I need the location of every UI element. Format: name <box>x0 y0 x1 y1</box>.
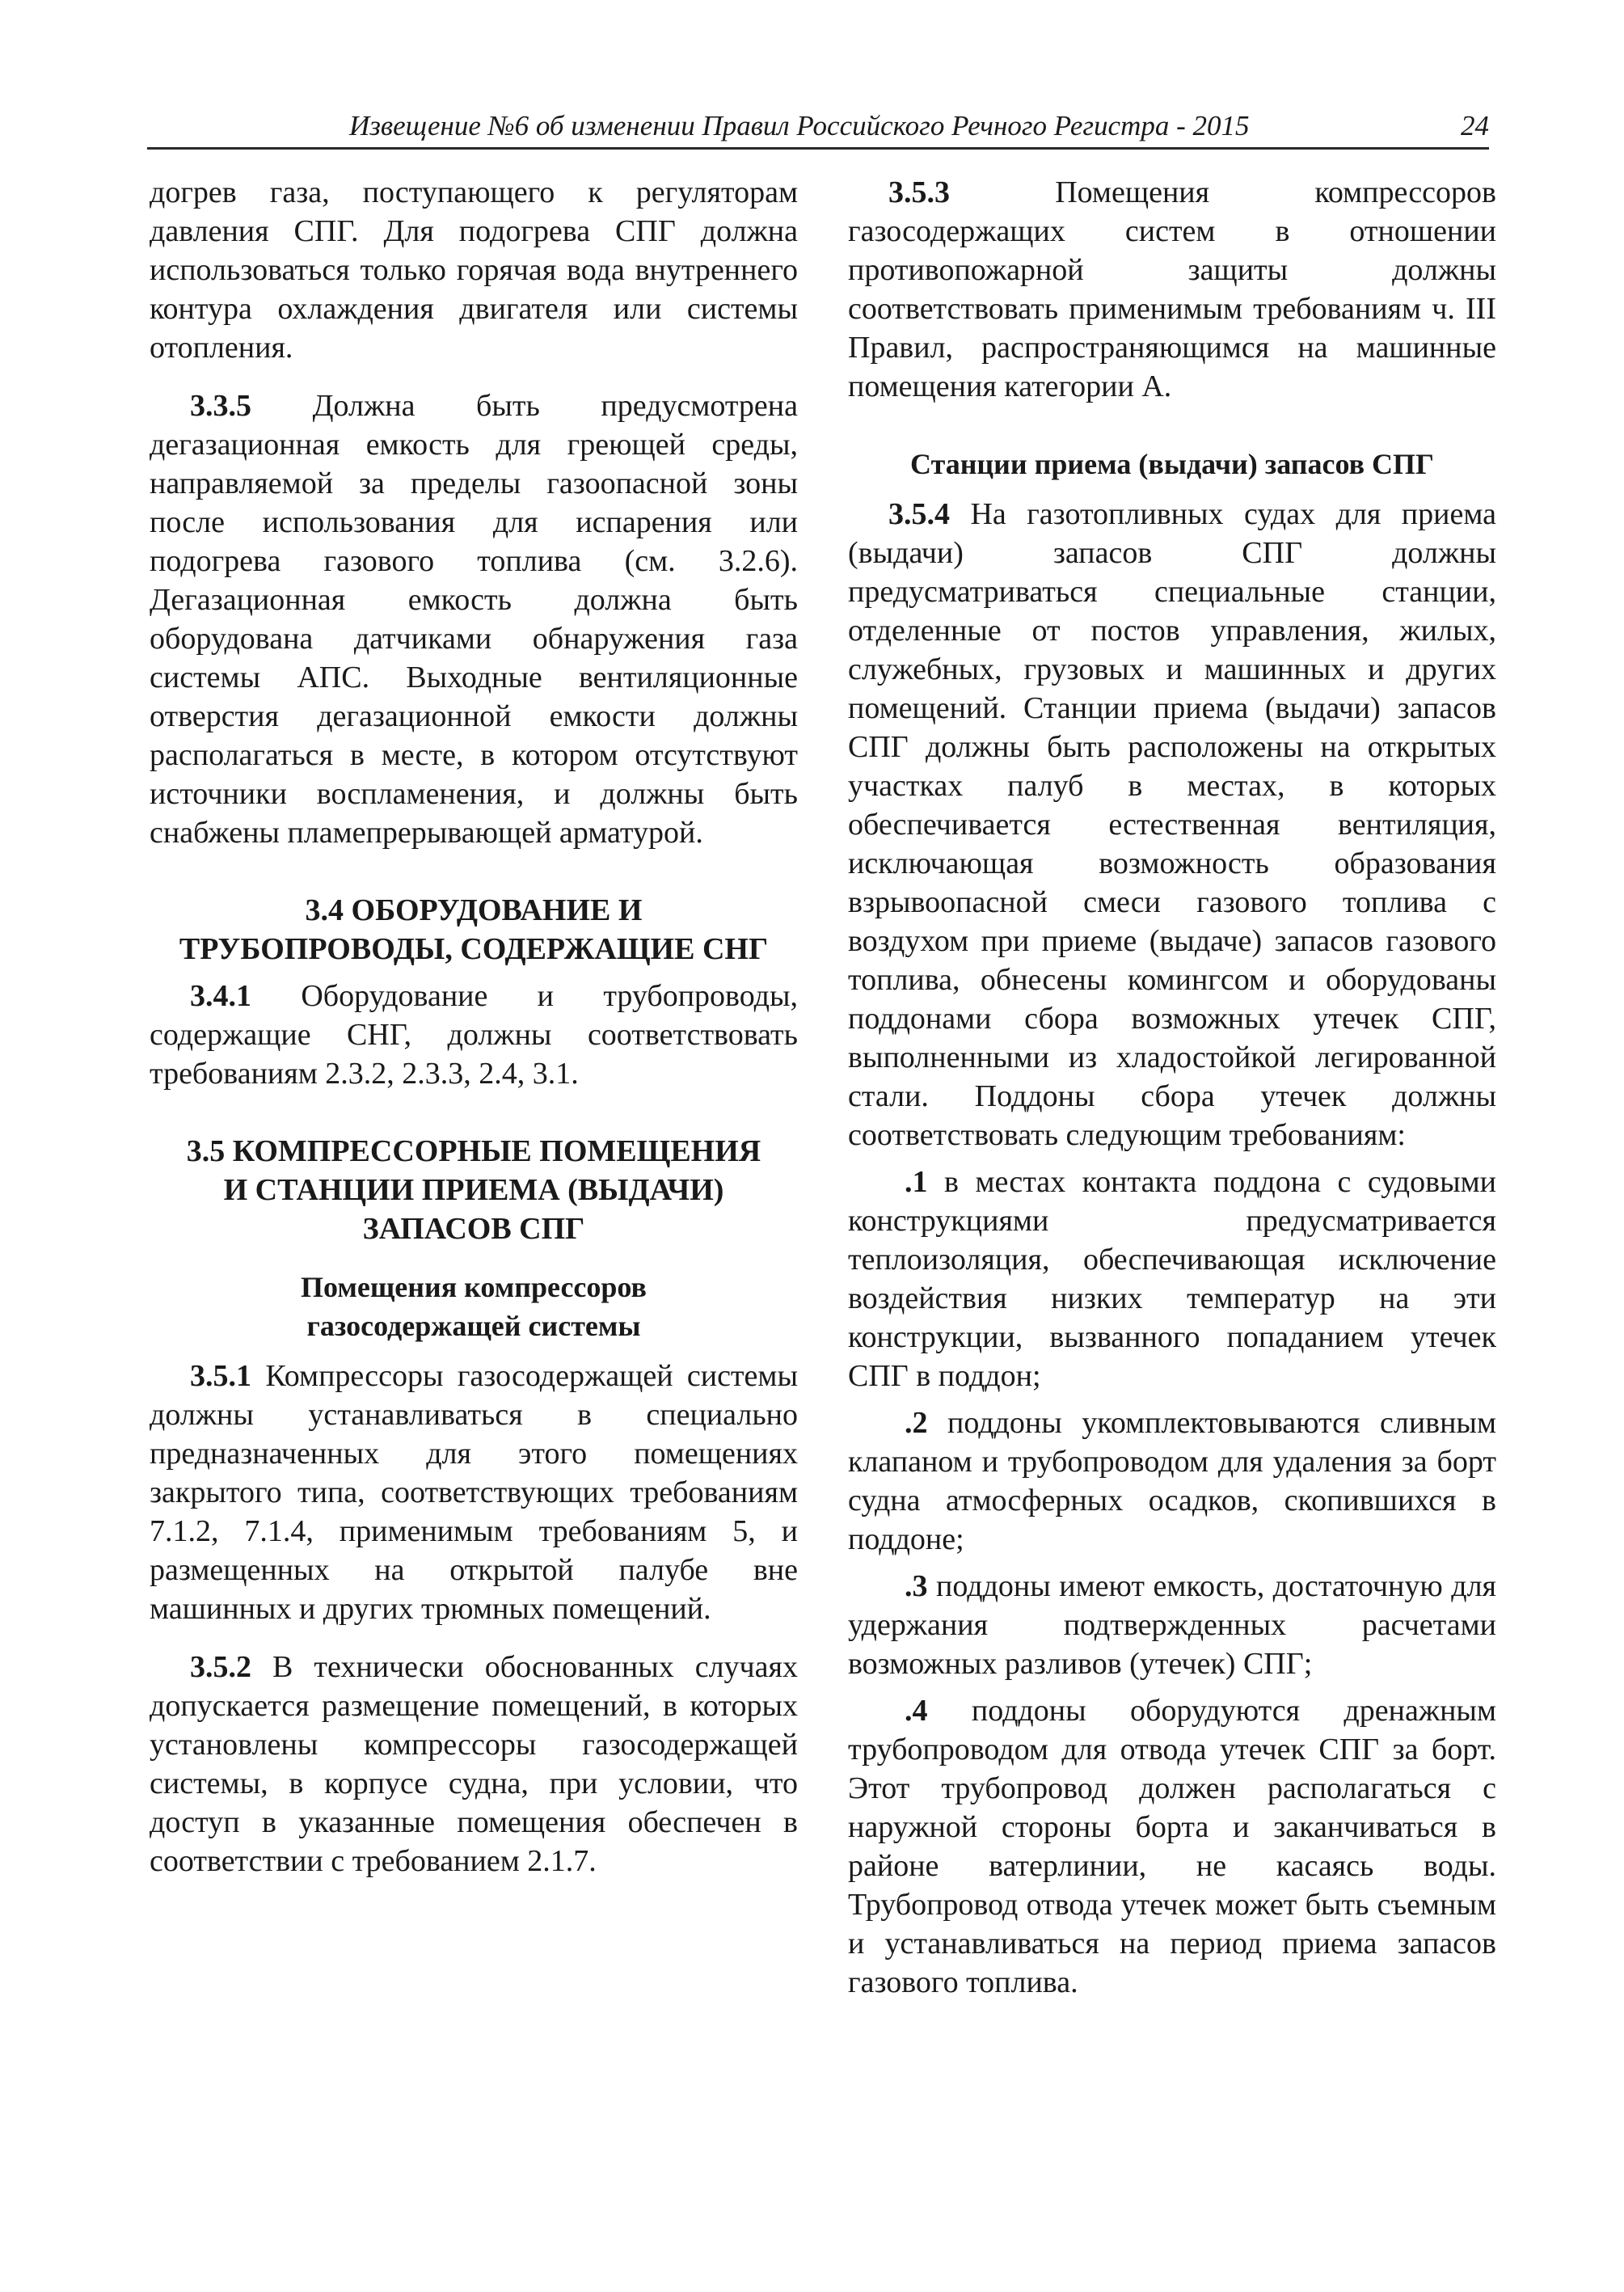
clause-text: Оборудование и трубопроводы, содержащие СНГ, должны соответствовать требованиям 2.3.2, 2.3.3, 2.4, 3.1. <box>150 979 799 1091</box>
paragraph-3-5-1 <box>150 1357 798 1628</box>
clause-text: Компрессоры газосодержащей системы должны устанавливаться в специально предназначенных для этого помещениях закрытого типа, соответствующих требованиям 7.1.2, 7.1.4, применимым требованиям 5, и размещенных на открытой палубе вне машинных и других трюмных помещений. <box>150 1359 798 1626</box>
right-column <box>848 173 1496 2002</box>
clause-text: В технически обоснованных случаях допускается размещение помещений, в которых установлены компрессоры газосодержащей системы, в корпусе судна, при условии, что доступ в указанные помещения обеспечен в соответствии с требованием 2.1.7. <box>150 1650 799 1878</box>
subheading-compressor-rooms-line1: Помещения компрессоров <box>301 1271 647 1303</box>
item-number: .4 <box>905 1694 928 1728</box>
section-heading-3-4-line1: 3.4 ОБОРУДОВАНИЕ И <box>305 893 643 927</box>
section-heading-3-5-line2: И СТАНЦИИ ПРИЕМА (ВЫДАЧИ) <box>223 1173 724 1207</box>
item-number: .1 <box>905 1165 928 1199</box>
paragraph-3-5-3 <box>848 173 1496 406</box>
item-number: .2 <box>905 1406 928 1440</box>
clause-number: 3.5.1 <box>190 1359 251 1393</box>
paragraph-3-3-5 <box>150 386 798 852</box>
paragraph-3-5-2 <box>150 1648 798 1880</box>
list-item-4 <box>848 1691 1496 2002</box>
section-heading-3-4-line2: ТРУБОПРОВОДЫ, СОДЕРЖАЩИЕ СНГ <box>179 932 769 966</box>
clause-number: 3.5.3 <box>888 175 950 209</box>
clause-number: 3.5.4 <box>888 497 950 531</box>
list-item-2 <box>848 1403 1496 1559</box>
section-heading-3-5-line3: ЗАПАСОВ СПГ <box>362 1212 585 1246</box>
clause-text: Помещения компрессоров газосодержащих систем в отношении противопожарной защиты должны соответствовать применимым требованиям ч. III Правил, распространяющимся на машинные помещения категории А. <box>848 175 1496 403</box>
clause-number: 3.5.2 <box>190 1650 251 1684</box>
clause-text: На газотопливных судах для приема (выдачи) запасов СПГ должны предусматриваться специальные станции, отделенные от постов управления, жилых, служебных, грузовых и машинных и других помещений. Станции приема (выдачи) запасов СПГ должны быть расположены на открытых участках палуб в местах, в которых обеспечивается естественная вентиляция, исключающая возможность образования взрывоопасной смеси газового топлива с воздухом при приеме (выдаче) запасов газового топлива, обнесены комингсом и оборудованы поддонами сбора возможных утечек СПГ, выполненными из хладостойкой легированной стали. Поддоны сбора утечек должны соответствовать следующим требованиям: <box>848 497 1496 1152</box>
item-text: поддоны имеют емкость, достаточную для удержания подтвержденных расчетами возможных разливов (утечек) СПГ; <box>848 1569 1497 1681</box>
item-number: .3 <box>905 1569 928 1603</box>
clause-number: 3.3.5 <box>190 389 251 423</box>
subheading-stations: Станции приема (выдачи) запасов СПГ <box>910 448 1434 480</box>
list-item-3 <box>848 1567 1496 1683</box>
left-column <box>150 173 798 1880</box>
clause-text: Должна быть предусмотрена дегазационная емкость для греющей среды, направляемой за пределы газоопасной зоны после использования для испарения или подогрева газового топлива (см. 3.2.6). Дегазационная емкость должна быть оборудована датчиками обнаружения газа системы АПС. Выходные вентиляционные отверстия дегазационной емкости должны располагаться в месте, в котором отсутствуют источники воспламенения, и должны быть снабжены пламепрерывающей арматурой. <box>150 389 798 850</box>
paragraph-continuation: догрев газа, поступающего к регуляторам давления СПГ. Для подогрева СПГ должна использоваться только горячая вода внутреннего контура охлаждения двигателя или системы отопления. <box>150 175 798 365</box>
page-number: 24 <box>1461 110 1489 141</box>
paragraph-3-5-4 <box>848 495 1496 1154</box>
item-text: поддоны оборудуются дренажным трубопроводом для отвода утечек СПГ за борт. Этот трубопровод должен располагаться с наружной стороны борта и заканчиваться в районе ватерлинии, не касаясь воды. Трубопровод отвода утечек может быть съемным и устанавливаться на период приема запасов газового топлива. <box>848 1694 1496 1999</box>
list-item-1 <box>848 1163 1496 1395</box>
item-text: поддоны укомплектовываются сливным клапаном и трубопроводом для удаления за борт судна атмосферных осадков, скопившихся в поддоне; <box>848 1406 1497 1556</box>
section-heading-3-5-line1: 3.5 КОМПРЕССОРНЫЕ ПОМЕЩЕНИЯ <box>186 1134 761 1168</box>
running-header <box>147 108 1489 150</box>
clause-number: 3.4.1 <box>190 979 251 1013</box>
item-text: в местах контакта поддона с судовыми конструкциями предусматривается теплоизоляция, обеспечивающая исключение воздействия низких температур на эти конструкции, вызванного попаданием утечек СПГ в поддон; <box>848 1165 1497 1393</box>
paragraph-3-4-1 <box>150 977 798 1093</box>
subheading-compressor-rooms-line2: газосодержащей системы <box>306 1310 641 1342</box>
header-title: Извещение №6 об изменении Правил Российского Речного Регистра - 2015 <box>349 110 1250 141</box>
